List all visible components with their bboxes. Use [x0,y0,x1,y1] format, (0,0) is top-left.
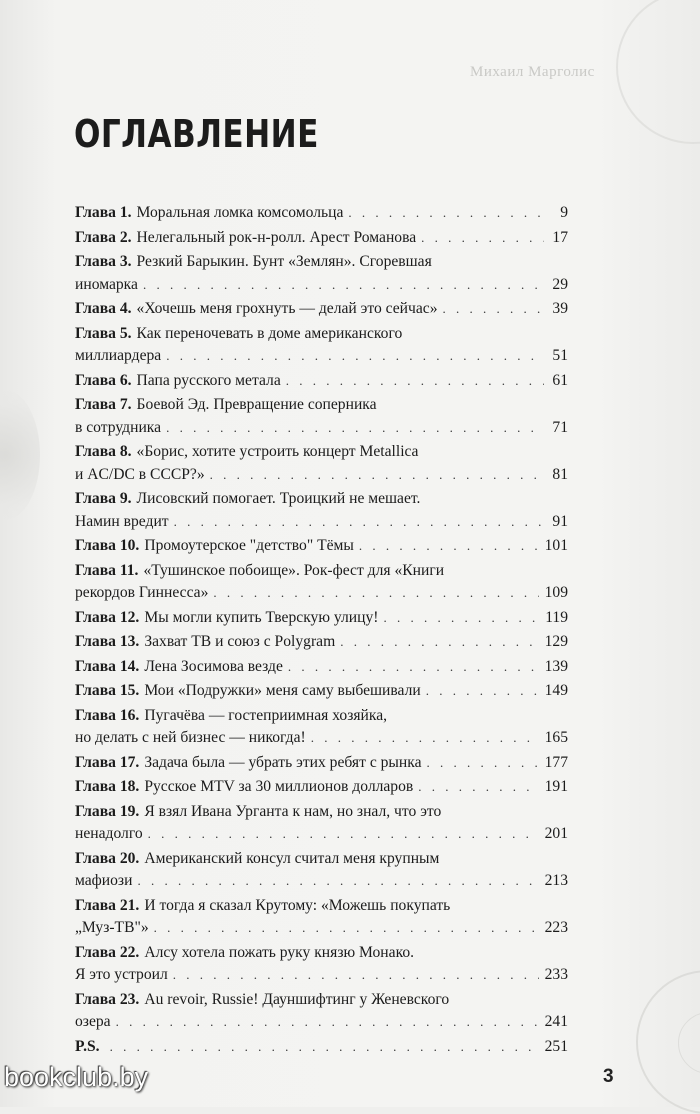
chapter-title: Как переночевать в доме американского [136,324,403,342]
chapter-label: Глава 1. [75,204,132,221]
toc-entry [75,942,568,987]
toc-entry [75,752,568,775]
toc-entry [75,560,568,605]
chapter-label: Глава 22. [75,943,140,961]
toc-entry-line [75,917,568,940]
chapter-title: «Хочешь меня грохнуть — делай это сейчас» [136,300,438,317]
chapter-title: Лисовский помогает. Троицкий не мешает. [136,490,421,507]
toc-entry [75,1036,568,1059]
dot-leader [348,202,544,225]
toc-entry-line [75,656,568,679]
chapter-title: мафиози [75,872,133,889]
toc-entry [75,848,568,893]
toc-entry-line [75,631,568,654]
dot-leader [154,917,539,940]
show-through-disc [636,970,700,1114]
chapter-label: Глава 9. [75,490,132,507]
chapter-label: Глава 16. [75,706,140,724]
page-ref: 251 [544,1037,568,1055]
toc-entry [75,656,568,679]
chapter-label: Глава 2. [75,228,132,246]
chapter-title: но делать с ней бизнес — никогда! [75,729,306,746]
toc-entry [75,895,568,940]
chapter-title: Боевой Эд. Превращение соперника [136,396,377,413]
dot-leader [359,535,539,558]
page-ref: 61 [552,371,568,389]
toc-entry-line [75,370,568,393]
chapter-title: Алсу хотела пожать руку князю Монако. [144,943,415,961]
toc-entry [75,607,568,630]
page-ref: 109 [544,584,568,601]
page-ref: 213 [544,872,568,889]
page-ref: 177 [544,753,568,771]
chapter-label: Глава 19. [75,802,140,820]
toc-entry-line [75,964,568,987]
chapter-label: Глава 13. [75,633,140,650]
toc-entry-line [75,345,568,368]
dot-leader [166,345,544,368]
chapter-title: Нелегальный рок-н-ролл. Арест Романова [136,228,417,246]
show-through-blot [0,390,40,520]
watermark: bookclub.by [4,1062,149,1092]
toc-entry-line [75,441,568,464]
toc-entry-line [75,560,568,583]
show-through-circle [616,0,700,144]
dot-leader [426,680,539,703]
toc-entry-line [75,942,568,965]
toc-entry-line [75,727,568,750]
chapter-label: Глава 10. [75,537,140,554]
dot-leader [427,752,539,775]
dot-leader [443,298,544,321]
chapter-title: Пугачёва — гостеприимная хозяйка, [144,706,388,724]
table-of-contents [75,202,568,1060]
chapter-title: Намин вредит [75,512,169,530]
toc-entry-line [75,535,568,558]
toc-entry-line [75,1036,568,1059]
toc-entry [75,370,568,393]
chapter-title: Американский консул считал меня крупным [144,849,440,867]
chapter-title: «Тушинское побоище». Рок-фест для «Книги [143,561,445,579]
dot-leader [288,656,539,679]
toc-entry [75,298,568,321]
toc-entry [75,705,568,750]
toc-entry-line [75,705,568,728]
toc-entry-line [75,202,568,225]
chapter-title: И тогда я сказал Крутому: «Можешь покупать [144,896,451,914]
chapter-label: Глава 20. [75,849,140,867]
toc-entry [75,227,568,250]
chapter-title: в сотрудника [75,418,162,436]
dot-leader [311,727,539,750]
dot-leader [418,776,538,799]
page-ref: 29 [552,275,568,293]
toc-entry-line [75,989,568,1012]
chapter-label: Глава 5. [75,324,132,342]
chapter-title: ненадолго [75,825,143,842]
page-ref: 191 [544,778,568,795]
chapter-title: миллиардера [75,347,162,364]
chapter-title: Русское MTV за 30 миллионов долларов [144,778,414,795]
toc-entry-line [75,394,568,417]
toc-entry-line [75,488,568,511]
chapter-title: Захват ТВ и союз с Polygram [144,633,336,650]
chapter-label: Глава 12. [75,608,140,626]
dot-leader [173,964,539,987]
chapter-label: Глава 21. [75,896,140,914]
toc-entry [75,202,568,225]
dot-leader [148,823,539,846]
dot-leader [174,511,544,534]
page-ref: 51 [552,347,568,364]
toc-entry-line [75,323,568,346]
chapter-title: Резкий Барыкин. Бунт «Землян». Сгоревшая [136,253,432,270]
page-ref: 241 [544,1013,568,1030]
toc-entry [75,801,568,846]
chapter-title: Лена Зосимова везде [144,657,283,675]
toc-entry-line [75,848,568,871]
toc-entry-line [75,607,568,630]
chapter-title: озера [75,1013,111,1030]
chapter-label: Глава 18. [75,778,140,795]
toc-entry-line [75,274,568,297]
page-ref: 81 [552,465,568,483]
chapter-label: Глава 8. [75,443,132,460]
toc-entry [75,441,568,486]
toc-entry-line [75,251,568,274]
dot-leader [210,464,544,487]
dot-leader [137,870,538,893]
chapter-title: Папа русского метала [136,371,281,389]
page-ref: 233 [544,966,568,983]
dot-leader [110,1036,539,1059]
dot-leader [213,582,538,605]
toc-entry-line [75,464,568,487]
page-ref: 139 [544,657,568,675]
dot-leader [143,274,544,297]
page-ref: 165 [544,729,568,746]
running-title: Михаил Марголис [470,64,595,80]
dot-leader [286,370,544,393]
dot-leader [116,1011,539,1034]
page-ref: 9 [560,204,568,221]
chapter-title: Мои «Подружки» меня саму выбешивали [144,682,421,699]
chapter-title: Задача была — убрать этих ребят с рынка [144,753,422,771]
toc-entry [75,535,568,558]
chapter-title: Мы могли купить Тверскую улицу! [144,608,379,626]
toc-entry-line [75,298,568,321]
page-ref: 39 [552,300,568,317]
chapter-title: Au revoir, Russie! Дауншифтинг у Женевского [144,990,450,1008]
page-ref: 149 [544,682,568,699]
toc-entry [75,394,568,439]
dot-leader [421,227,544,250]
toc-entry-line [75,801,568,824]
toc-entry-line [75,1011,568,1034]
toc-entry [75,989,568,1034]
chapter-title: рекордов Гиннесса» [75,584,209,601]
toc-entry [75,251,568,296]
page-ref: 129 [544,633,568,650]
toc-entry-line [75,227,568,250]
chapter-title: и AC/DC в СССР?» [75,465,205,483]
toc-entry-line [75,823,568,846]
toc-entry-line [75,417,568,440]
toc-entry-line [75,582,568,605]
toc-entry [75,323,568,368]
page-ref: 91 [552,512,568,530]
page-ref: 119 [545,608,568,626]
chapter-label: P.S. [75,1037,100,1055]
chapter-title: „Муз-ТВ"» [75,919,149,936]
chapter-title: «Борис, хотите устроить концерт Metallica [136,443,419,460]
toc-entry [75,776,568,799]
toc-entry-line [75,776,568,799]
chapter-label: Глава 23. [75,990,140,1008]
dot-leader [383,607,539,630]
chapter-label: Глава 7. [75,396,132,413]
toc-entry-line [75,511,568,534]
page-number: 3 [603,1066,614,1087]
dot-leader [166,417,544,440]
toc-entry [75,631,568,654]
chapter-label: Глава 6. [75,371,132,389]
toc-entry-line [75,680,568,703]
toc-title: ОГЛАВЛЕНИЕ [74,112,319,156]
chapter-title: Я взял Ивана Урганта к нам, но знал, что это [144,802,442,820]
page-ref: 201 [544,825,568,842]
toc-entry-line [75,752,568,775]
chapter-title: Промоутерское "детство" Тёмы [144,537,354,554]
chapter-label: Глава 14. [75,657,140,675]
toc-entry-line [75,870,568,893]
dot-leader [340,631,538,654]
page-ref: 223 [544,919,568,936]
chapter-label: Глава 11. [75,561,139,579]
chapter-title: иномарка [75,275,138,293]
chapter-label: Глава 17. [75,753,140,771]
chapter-title: Я это устроил [75,966,168,983]
chapter-label: Глава 4. [75,300,132,317]
page-ref: 17 [552,228,568,246]
toc-entry [75,680,568,703]
page-ref: 101 [544,537,568,554]
chapter-title: Моральная ломка комсомольца [136,204,344,221]
chapter-label: Глава 3. [75,253,132,270]
chapter-label: Глава 15. [75,682,140,699]
toc-entry [75,488,568,533]
toc-entry-line [75,895,568,918]
page-ref: 71 [552,418,568,436]
